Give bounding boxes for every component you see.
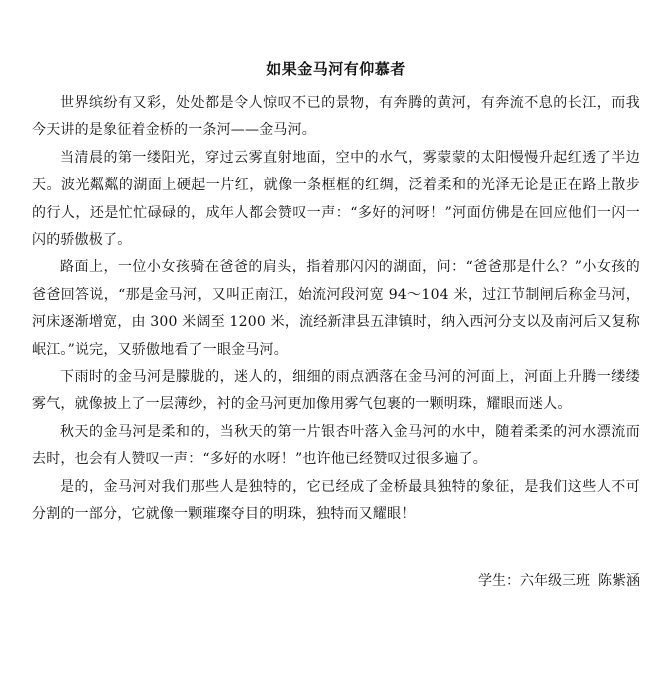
paragraph-1: 世界缤纷有又彩，处处都是令人惊叹不已的景物，有奔腾的黄河，有奔流不息的长江，而我今天讲的是象征着金桥的一条河——金马河。 (32, 95, 640, 139)
author-signature (32, 569, 640, 593)
author-class-label: 学生：六年级三班 (478, 572, 590, 589)
paragraph-5: 秋天的金马河是柔和的，当秋天的第一片银杏叶落入金马河的水中，随着柔柔的河水漂流而去时，也会有人赞叹一声：“多好的水呀！”也许他已经赞叹过很多遍了。 (32, 423, 640, 468)
paragraph-2: 当清晨的第一缕阳光，穿过云雾直射地面，空中的水气，雾蒙蒙的太阳慢慢升起红透了半边天。波光粼粼的湖面上硬起一片红，就像一条框框的红绸，泛着柔和的光泽无论是正在路上散步的行人，还是忙忙碌碌的，成年人都会赞叹一声：“多好的河呀！”河面仿佛是在回应他们一闪一闪的骄傲极了。 (32, 149, 640, 249)
paragraph-6: 是的，金马河对我们那些人是独特的，它已经成了金桥最具独特的象征，是我们这些人不可分割的一部分，它就像一颗璀璨夺目的明珠，独特而又耀眼！ (32, 478, 640, 523)
paragraph-4: 下雨时的金马河是朦胧的，迷人的，细细的雨点洒落在金马河的河面上，河面上升腾一缕缕雾气，就像披上了一层薄纱，衬的金马河更加像用雾气包裹的一颗明珠，耀眼而迷人。 (32, 369, 640, 413)
author-name: 陈紫涵 (598, 572, 640, 589)
essay-title: 如果金马河有仰慕者 (266, 60, 406, 78)
essay-page (32, 58, 640, 593)
paragraph-3: 路面上，一位小女孩骑在爸爸的肩头，指着那闪闪的湖面，问：“爸爸那是什么？”小女孩的爸爸回答说，“那是金马河，又叫正南江，始流河段河宽 94～104 米，过江节制闸后称金马河，河床逐渐增宽，由 300 米阔至 1200 米，流经新津县五津镇时，纳入西河分支以及南河后又复称岷江。”说完，又骄傲地看了一眼金马河。 (32, 259, 640, 358)
